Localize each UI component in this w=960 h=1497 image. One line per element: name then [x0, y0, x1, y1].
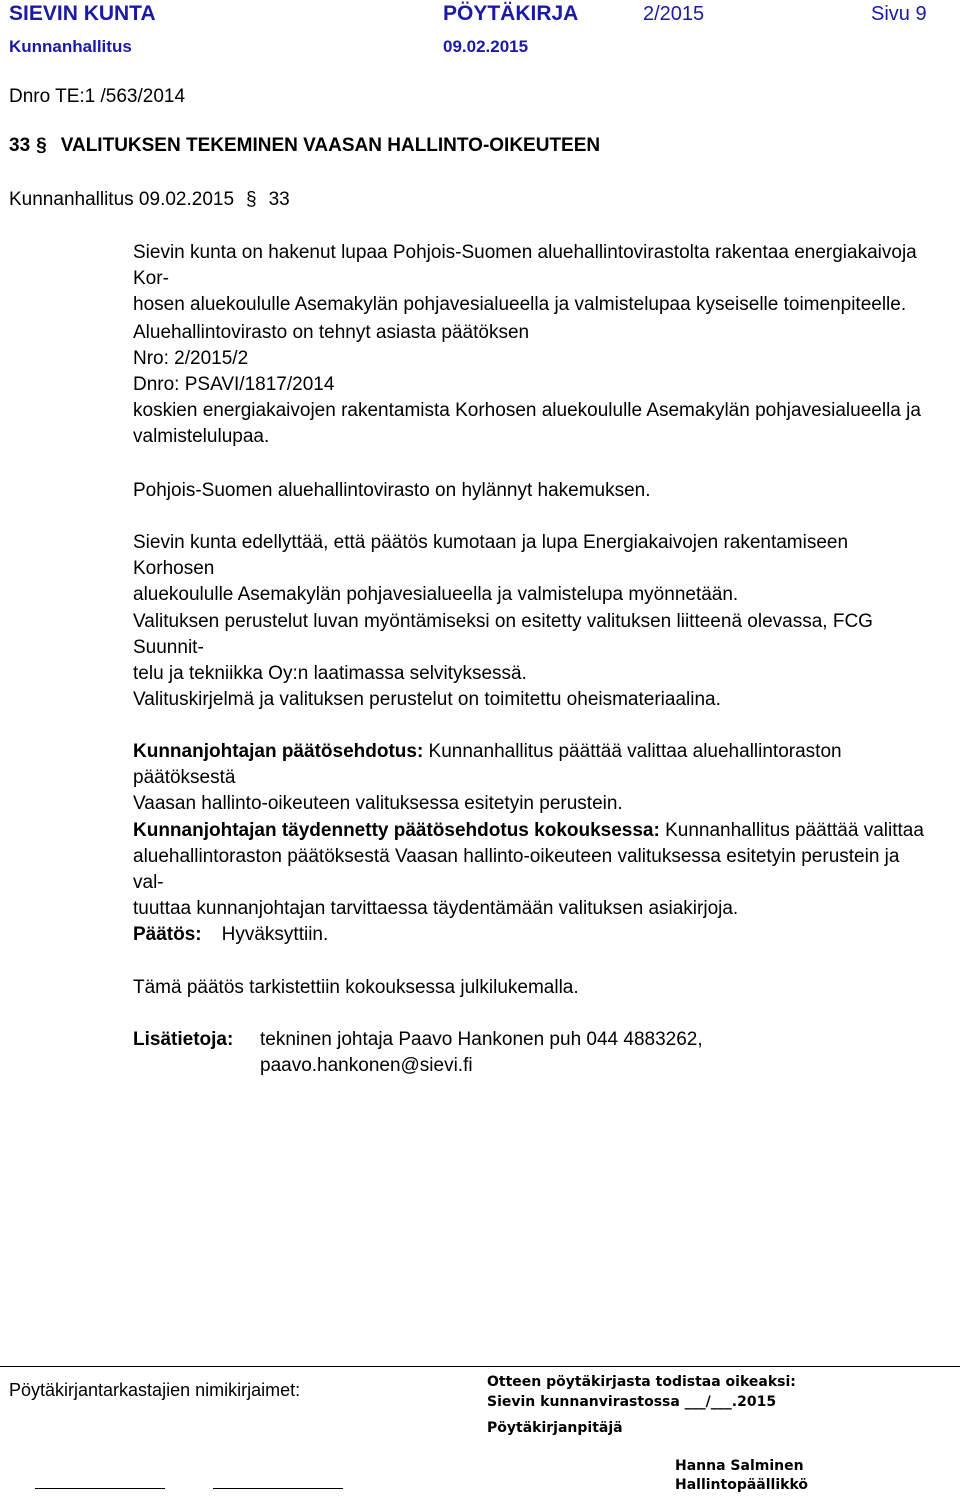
dnro: Dnro TE:1 /563/2014 [9, 86, 186, 107]
secretary-name: Hanna Salminen [675, 1458, 804, 1474]
info-label: Lisätietoja: [133, 1029, 234, 1050]
paragraph-proposal: Kunnanjohtajan päätösehdotus: Kunnanhallitus päättää valittaa aluehallintoraston päätöksestä Vaasan hallinto-oikeuteen valituksessa esitetyin perustein. [133, 741, 842, 814]
section-heading [9, 135, 600, 157]
signature-line-1 [35, 1488, 165, 1489]
paragraph-avi-decision: Aluehallintovirasto on tehnyt asiasta päätöksen Nro: 2/2015/2 Dnro: PSAVI/1817/2014 koskien energiakaivojen rakentamista Korhosen aluekoululle Asemakylän pohjavesialueella ja valmistelulupaa. [133, 322, 921, 447]
secretary-title: Hallintopäällikkö [675, 1477, 809, 1493]
amended-proposal-label: Kunnanjohtajan täydennetty päätösehdotus kokouksessa: [133, 820, 660, 841]
section-sign-icon: § [246, 189, 257, 210]
paragraph-demand: Sievin kunta edellyttää, että päätös kumotaan ja lupa Energiakaivojen rakentamiseen Korhosen aluekoululle Asemakylän pohjavesialueella ja valmistelupa myönnetään. [133, 532, 849, 605]
footer-divider [0, 1366, 960, 1367]
certify-line-1: Otteen pöytäkirjasta todistaa oikeaksi: [487, 1374, 796, 1390]
paragraph-application: Sievin kunta on hakenut lupaa Pohjois-Suomen aluehallintovirastolta rakentaa energiakaivoja Kor- hosen aluekoululle Asemakylän pohjavesialueella ja valmistelupaa kyseiselle toimenpiteelle. [133, 242, 917, 315]
paragraph-attachments: Valituskirjelmä ja valituksen perustelut on toimitettu oheismateriaalina. [133, 689, 721, 710]
section-number: 33 [9, 135, 31, 156]
meeting-ref-text: Kunnanhallitus 09.02.2015 [9, 189, 235, 210]
meeting-ref [9, 187, 290, 213]
certify-line-2: Sievin kunnanvirastossa ___/___.2015 [487, 1394, 777, 1410]
meeting-date: 09.02.2015 [443, 37, 529, 56]
org-name: SIEVIN KUNTA [9, 2, 156, 25]
paragraph-rejected: Pohjois-Suomen aluehallintovirasto on hylännyt hakemuksen. [133, 480, 651, 501]
section-sign-icon: § [36, 135, 47, 156]
paragraph-reading: Tämä päätös tarkistettiin kokouksessa julkilukemalla. [133, 977, 579, 998]
page-number: Sivu 9 [871, 3, 927, 25]
doc-number: 2/2015 [643, 3, 705, 25]
decision-label: Päätös: [133, 924, 202, 945]
body-name: Kunnanhallitus [9, 37, 132, 56]
paragraph-amended-proposal: Kunnanjohtajan täydennetty päätösehdotus kokouksessa: Kunnanhallitus päättää valittaa aluehallintoraston päätöksestä Vaasan hallinto-oikeuteen valituksessa esitetyin perustein ja val- tuuttaa kunnanjohtajan tarvittaessa täydentämään valituksen asiakirjoja. [133, 820, 924, 919]
secretary-role: Pöytäkirjanpitäjä [487, 1420, 623, 1436]
reviewers-label: Pöytäkirjantarkastajien nimikirjaimet: [9, 1380, 301, 1400]
paragraph-grounds: Valituksen perustelut luvan myöntämiseksi on esitetty valituksen liitteenä olevassa, FCG Suunnit- telu ja tekniikka Oy:n laatimassa selvityksessä. [133, 611, 873, 684]
proposal-label: Kunnanjohtajan päätösehdotus: [133, 741, 424, 762]
doc-type: PÖYTÄKIRJA [443, 2, 579, 25]
meeting-ref-number: 33 [268, 189, 290, 210]
info-contact: tekninen johtaja Paavo Hankonen puh 044 4883262, paavo.hankonen@sievi.fi [260, 1029, 703, 1076]
signature-line-2 [213, 1488, 343, 1489]
section-title: VALITUKSEN TEKEMINEN VAASAN HALLINTO-OIKEUTEEN [60, 135, 601, 156]
decision-value: Hyväksyttiin. [221, 924, 329, 945]
decision-row [133, 922, 933, 948]
